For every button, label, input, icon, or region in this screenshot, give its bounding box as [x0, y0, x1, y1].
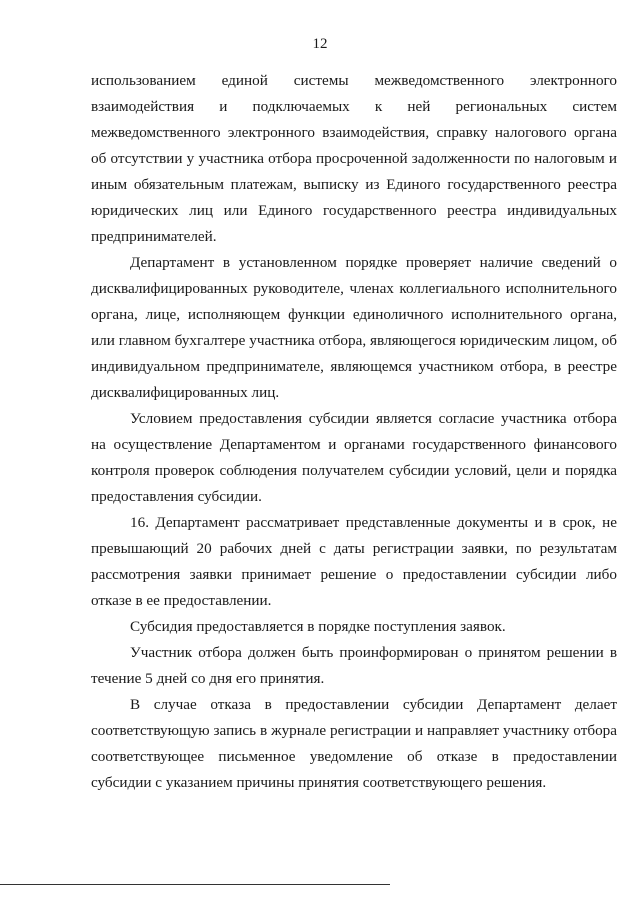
paragraph-disqualified-check: Департамент в установленном порядке проверяет наличие сведений о дисквалифицированных руководителе, членах коллегиального исполнительного органа, лице, исполняющем функции единоличного исполнительного органа, или главном бухгалтере участника отбора, являющегося юридическим лицом, об индивидуальном предпринимателе, являющемся участником отбора, в реестре дисквалифицированных лиц. — [91, 254, 617, 401]
paragraph-notification-term: Участник отбора должен быть проинформирован о принятом решении в течение 5 дней со дня его принятия. — [91, 644, 617, 687]
paragraph-continuation: использованием единой системы межведомственного электронного взаимодействия и подключаемых к ней региональных систем межведомственного электронного взаимодействия, справку налогового органа об отсутствии у участника отбора просроченной задолженности по налоговым и иным обязательным платежам, выписку из Единого государственного реестра юридических лиц или Единого государственного реестра индивидуальных предпринимателей. — [91, 72, 617, 245]
document-body — [91, 68, 617, 796]
paragraph-refusal: В случае отказа в предоставлении субсидии Департамент делает соответствующую запись в журнале регистрации и направляет участнику отбора соответствующее письменное уведомление об отказе в предоставлении субсидии с указанием причины принятия соответствующего решения. — [91, 696, 617, 791]
paragraph-subsidy-condition: Условием предоставления субсидии является согласие участника отбора на осуществление Департаментом и органами государственного финансового контроля проверок соблюдения получателем субсидии условий, цели и порядка предоставления субсидии. — [91, 410, 617, 505]
paragraph-order-of-applications: Субсидия предоставляется в порядке поступления заявок. — [130, 618, 506, 635]
page-number: 12 — [312, 36, 328, 52]
paragraph-item-16: 16. Департамент рассматривает представленные документы и в срок, не превышающий 20 рабочих дней с даты регистрации заявки, по результатам рассмотрения заявки принимает решение о предоставлении субсидии либо отказе в ее предоставлении. — [91, 514, 617, 609]
bottom-rule — [0, 884, 390, 885]
